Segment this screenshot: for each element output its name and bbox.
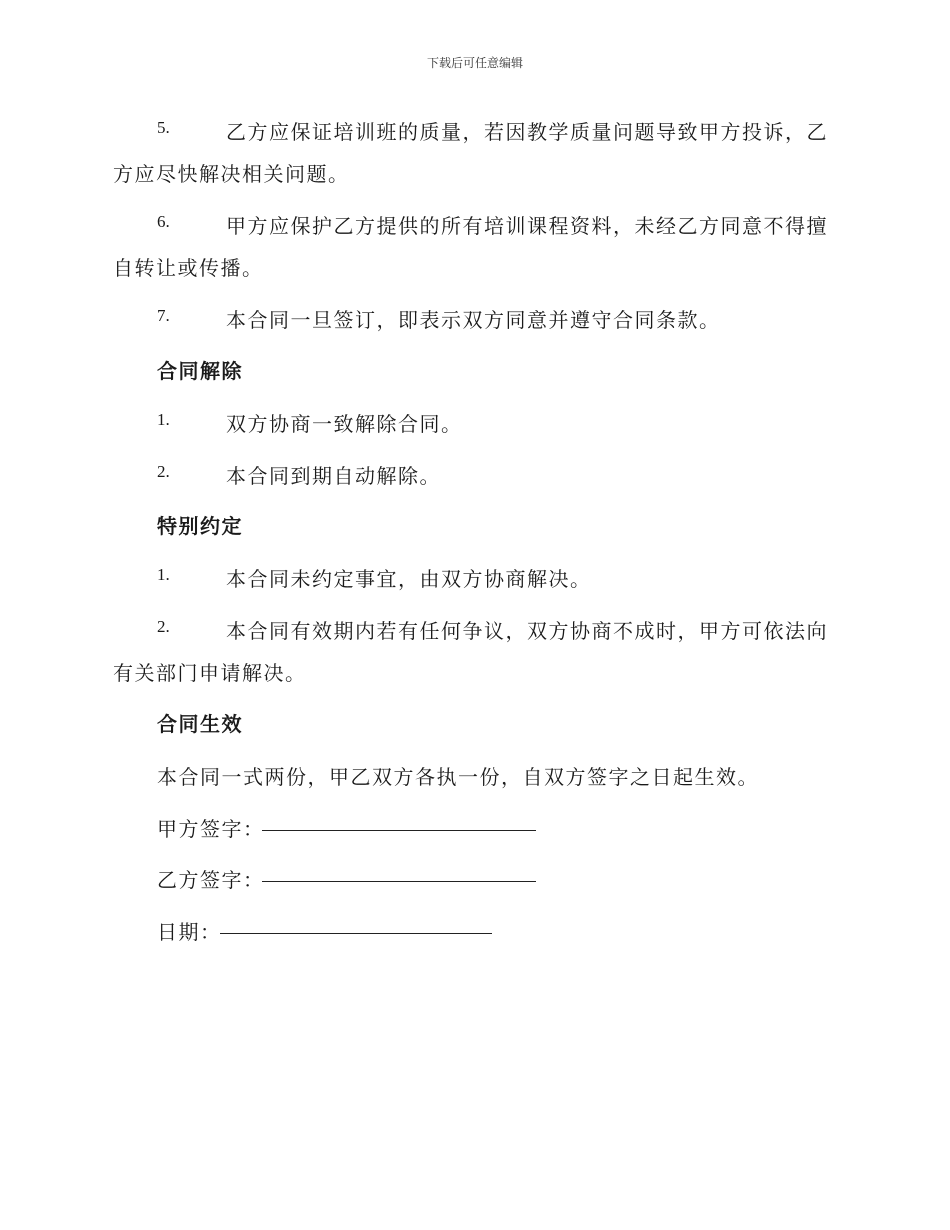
item-text: 乙方应保证培训班的质量，若因教学质量问题导致甲方投诉，乙 [226, 120, 828, 144]
item-number: 1. [157, 410, 170, 429]
item-text: 本合同一旦签订，即表示双方同意并遵守合同条款。 [226, 308, 721, 332]
item-number: 7. [157, 306, 170, 325]
party-a-signature-label: 甲方签字： [157, 817, 265, 841]
party-b-signature-label: 乙方签字： [157, 868, 265, 892]
party-a-signature-line [262, 830, 536, 831]
section-heading-effective: 合同生效 [157, 712, 243, 736]
page-header: 下载后可任意编辑 [426, 56, 523, 70]
item-text-continued: 自转让或传播。 [113, 256, 264, 280]
item-number: 2. [157, 462, 170, 481]
item-text: 甲方应保护乙方提供的所有培训课程资料，未经乙方同意不得擅 [226, 214, 828, 238]
item-text-continued: 有关部门申请解决。 [113, 661, 307, 685]
effective-text: 本合同一式两份，甲乙双方各执一份，自双方签字之日起生效。 [157, 765, 759, 789]
item-text: 本合同未约定事宜，由双方协商解决。 [226, 567, 592, 591]
item-number: 5. [157, 118, 170, 137]
party-b-signature-line [262, 881, 536, 882]
section-heading-special: 特别约定 [157, 514, 243, 538]
item-text-continued: 方应尽快解决相关问题。 [113, 162, 350, 186]
date-line [220, 933, 492, 934]
item-text: 本合同到期自动解除。 [226, 464, 441, 488]
date-label: 日期： [157, 920, 222, 944]
item-number: 6. [157, 212, 170, 231]
section-heading-termination: 合同解除 [157, 359, 243, 383]
item-text: 双方协商一致解除合同。 [226, 412, 463, 436]
item-number: 2. [157, 617, 170, 636]
item-number: 1. [157, 565, 170, 584]
item-text: 本合同有效期内若有任何争议，双方协商不成时，甲方可依法向 [226, 619, 828, 643]
